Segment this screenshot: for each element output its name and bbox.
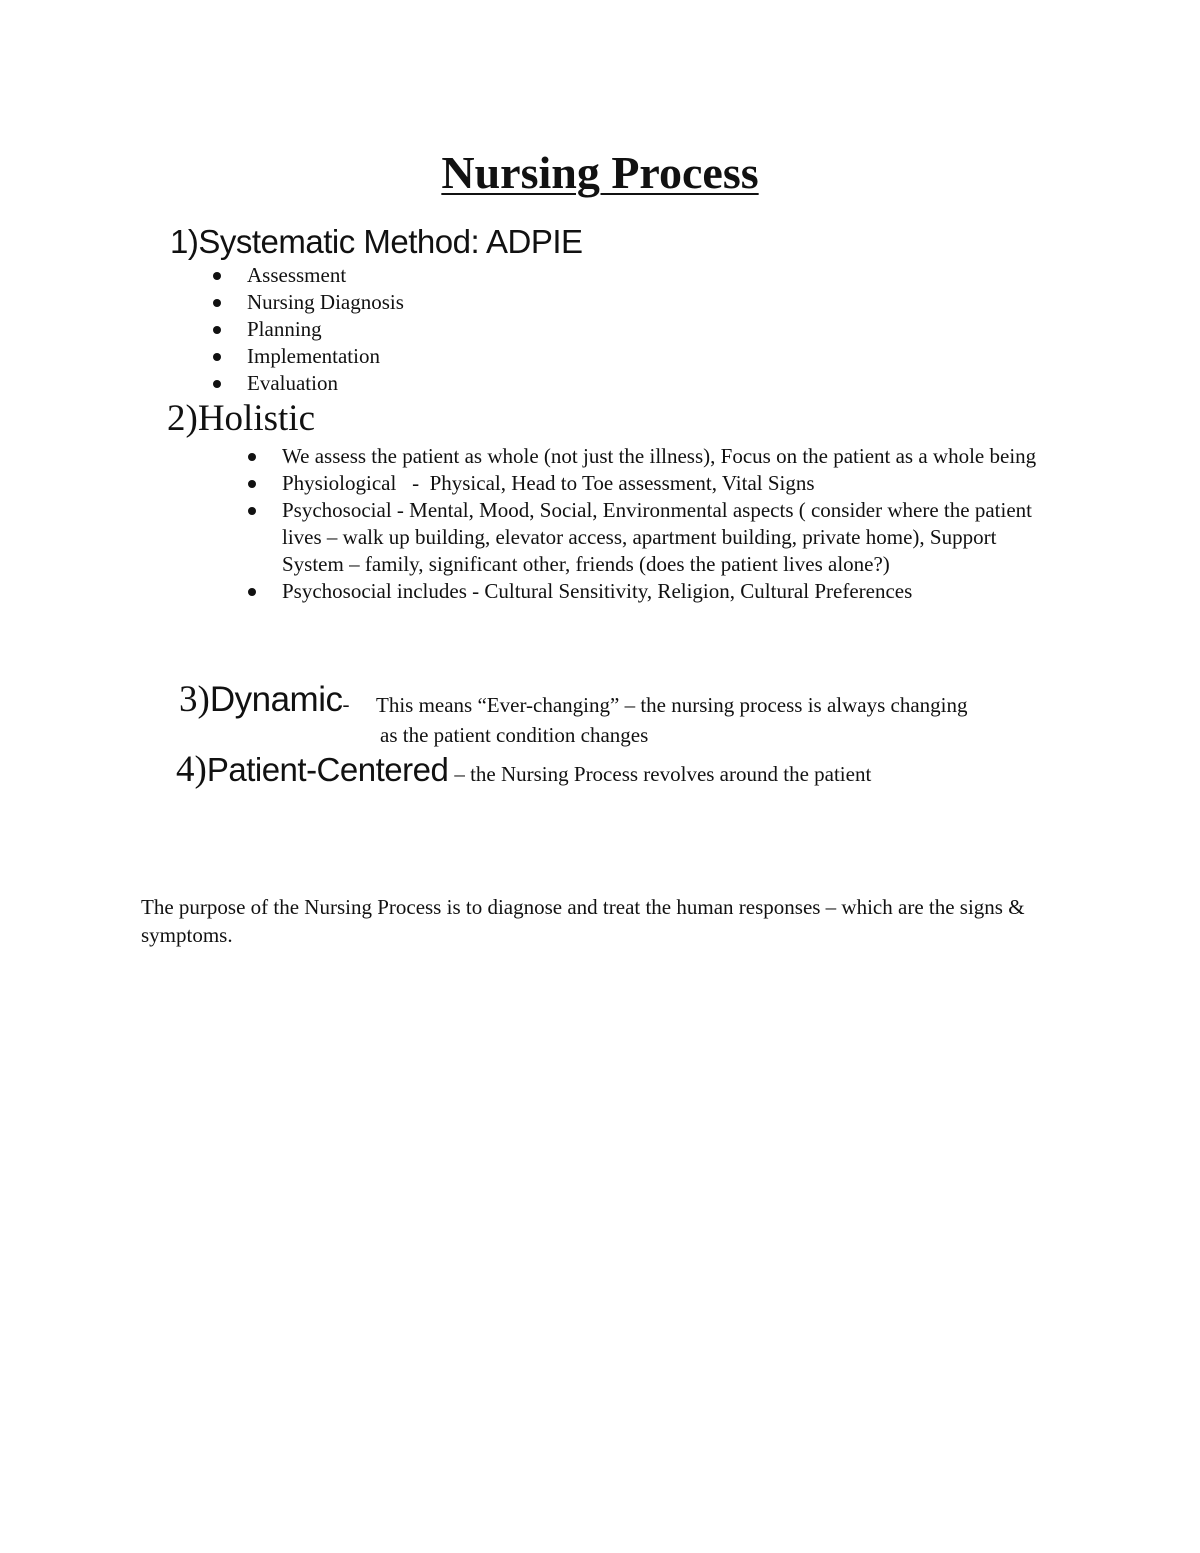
section-3-title: Dynamic bbox=[209, 680, 343, 719]
bullet-icon bbox=[213, 272, 221, 280]
bullet-icon bbox=[213, 326, 221, 334]
section-1-list bbox=[213, 262, 913, 397]
section-4-description: – the Nursing Process revolves around the patient bbox=[454, 762, 872, 786]
section-3-description-line-1: This means “Ever-changing” – the nursing process is always changing bbox=[376, 693, 968, 717]
list-item: We assess the patient as whole (not just the illness), Focus on the patient as a whole being bbox=[248, 443, 1048, 470]
list-item: Implementation bbox=[213, 343, 913, 370]
section-3-description-line-2: as the patient condition changes bbox=[380, 723, 649, 747]
section-3-number: 3) bbox=[179, 679, 210, 720]
list-item: Psychosocial - Mental, Mood, Social, Environmental aspects ( consider where the patient lives – walk up building, elevator access, apartment building, private home), Support System – family, significant other, friends (does the patient lives alone?) bbox=[248, 497, 1048, 578]
list-item: Assessment bbox=[213, 262, 913, 289]
section-4-heading bbox=[176, 748, 871, 792]
section-2-heading bbox=[167, 397, 315, 441]
section-3-heading bbox=[179, 678, 355, 722]
section-4-title: Patient-Centered bbox=[206, 751, 449, 788]
bullet-icon bbox=[213, 380, 221, 388]
section-3-description bbox=[376, 690, 1060, 750]
page-title: Nursing Process bbox=[441, 147, 759, 198]
list-item: Planning bbox=[213, 316, 913, 343]
list-item: Psychosocial includes - Cultural Sensitivity, Religion, Cultural Preferences bbox=[248, 578, 1048, 605]
section-2-number: 2) bbox=[167, 398, 198, 439]
bullet-icon bbox=[248, 507, 256, 515]
section-1-title: Systematic Method: ADPIE bbox=[198, 223, 583, 260]
bullet-icon bbox=[248, 453, 256, 461]
list-item: Nursing Diagnosis bbox=[213, 289, 913, 316]
list-item: Physiological - Physical, Head to Toe assessment, Vital Signs bbox=[248, 470, 1048, 497]
bullet-icon bbox=[213, 299, 221, 307]
purpose-paragraph: The purpose of the Nursing Process is to diagnose and treat the human responses – which are the signs & symptoms. bbox=[141, 895, 1025, 947]
section-2-title: Holistic bbox=[197, 398, 315, 439]
section-1-number: 1) bbox=[170, 223, 199, 260]
section-2-list bbox=[248, 443, 1048, 605]
list-item: Evaluation bbox=[213, 370, 913, 397]
bullet-icon bbox=[248, 480, 256, 488]
section-4-number: 4) bbox=[176, 749, 207, 790]
section-1-heading bbox=[170, 220, 583, 264]
bullet-icon bbox=[248, 588, 256, 596]
section-3-separator: - bbox=[342, 692, 355, 716]
bullet-icon bbox=[213, 353, 221, 361]
